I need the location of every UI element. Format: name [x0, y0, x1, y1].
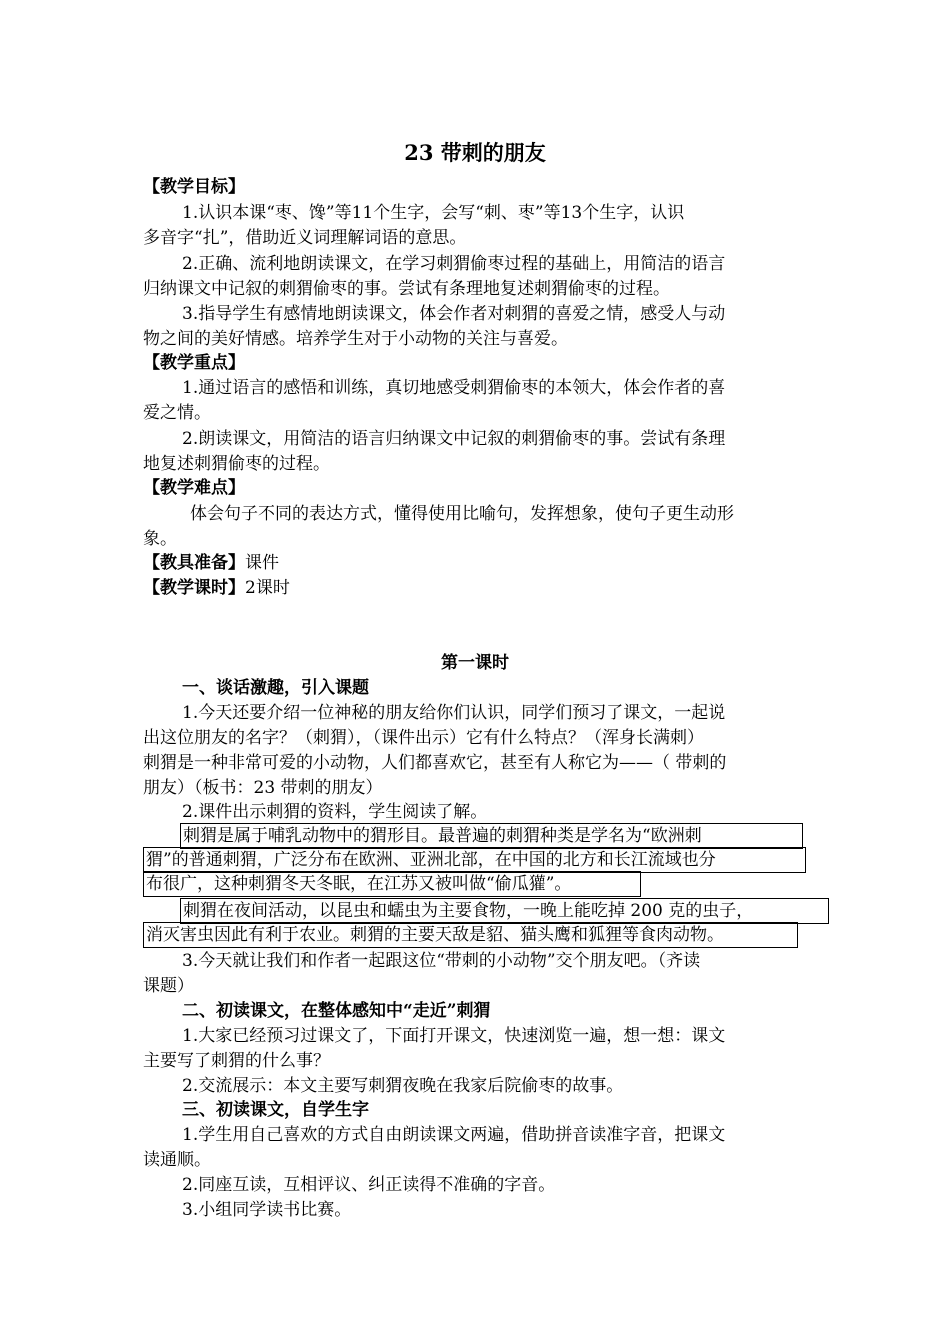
- section1-line: 1.今天还要介绍一位神秘的朋友给你们认识，同学们预习了课文，一起说: [182, 703, 726, 723]
- key-points-line: 1.通过语言的感悟和训练，真切地感受刺猬偷枣的本领大，体会作者的喜: [182, 378, 726, 398]
- section2-line: 主要写了刺猬的什么事？: [143, 1051, 330, 1071]
- goals-line: 3.指导学生有感情地朗读课文，体会作者对刺猬的喜爱之情，感受人与动: [182, 304, 726, 324]
- section1-line: 朋友）（板书：23 带刺的朋友）: [143, 778, 383, 798]
- passage-box-line: 布很广，这种刺猬冬天冬眠，在江苏又被叫做“偷瓜獾”。: [146, 874, 572, 894]
- key-points-line: 2.朗读课文，用简洁的语言归纳课文中记叙的刺猬偷枣的事。尝试有条理: [182, 429, 726, 449]
- section2-line: 2.交流展示：本文主要写刺猬夜晚在我家后院偷枣的故事。: [182, 1076, 624, 1096]
- difficulties-line: 体会句子不同的表达方式，懂得使用比喻句，发挥想象，使句子更生动形: [190, 504, 734, 524]
- key-points-line: 爱之情。: [143, 403, 211, 423]
- difficulties-heading: 【教学难点】: [143, 478, 245, 498]
- section2-heading: 二、初读课文，在整体感知中“走近”刺猬: [182, 1001, 491, 1021]
- lesson1-heading: 第一课时: [441, 653, 509, 673]
- tools-heading: 【教具准备】: [143, 553, 245, 573]
- goals-line: 多音字“扎”，借助近义词理解词语的意思。: [143, 228, 467, 248]
- goals-line: 物之间的美好情感。培养学生对于小动物的关注与喜爱。: [143, 329, 568, 349]
- goals-line: 2.正确、流利地朗读课文，在学习刺猬偷枣过程的基础上，用简洁的语言: [182, 254, 726, 274]
- section1-line: 2.课件出示刺猬的资料，学生阅读了解。: [182, 802, 488, 822]
- section1-line: 刺猬是一种非常可爱的小动物，人们都喜欢它，甚至有人称它为——（ 带刺的: [143, 753, 727, 773]
- section3-line: 1.学生用自己喜欢的方式自由朗读课文两遍，借助拼音读准字音，把课文: [182, 1125, 726, 1145]
- section3-line: 2.同座互读，互相评议、纠正读得不准确的字音。: [182, 1175, 556, 1195]
- goals-heading: 【教学目标】: [143, 177, 245, 197]
- goals-line: 1.认识本课“枣、馋”等11个生字，会写“刺、枣”等13个生字，认识: [182, 203, 685, 223]
- hours-row: [143, 576, 290, 600]
- difficulties-line: 象。: [143, 529, 177, 549]
- key-points-heading: 【教学重点】: [143, 353, 245, 373]
- section1-line: 出这位朋友的名字？（刺猬），（课件出示）它有什么特点？（浑身长满刺）: [143, 728, 704, 748]
- passage-box-line: 刺猬是属于哺乳动物中的猬形目。最普遍的刺猬种类是学名为“欧洲刺: [183, 826, 702, 846]
- section1-line: 课题）: [143, 976, 194, 996]
- passage-box-line: 刺猬在夜间活动，以昆虫和蠕虫为主要食物，一晚上能吃掉 200 克的虫子，: [183, 901, 754, 921]
- passage-box-line: 消灭害虫因此有利于农业。刺猬的主要天敌是貂、猫头鹰和狐狸等食肉动物。: [146, 925, 724, 945]
- hours-heading: 【教学课时】: [143, 578, 245, 598]
- section3-line: 3.小组同学读书比赛。: [182, 1200, 352, 1220]
- page-title: 23 带刺的朋友: [404, 140, 546, 165]
- tools-value: 课件: [245, 553, 279, 573]
- key-points-line: 地复述刺猬偷枣的过程。: [143, 454, 330, 474]
- section3-heading: 三、初读课文，自学生字: [182, 1100, 369, 1120]
- section3-line: 读通顺。: [143, 1150, 211, 1170]
- section1-line: 3.今天就让我们和作者一起跟这位“带刺的小动物”交个朋友吧。（齐读: [182, 951, 701, 971]
- section2-line: 1.大家已经预习过课文了，下面打开课文，快速浏览一遍，想一想：课文: [182, 1026, 726, 1046]
- goals-line: 归纳课文中记叙的刺猬偷枣的事。尝试有条理地复述刺猬偷枣的过程。: [143, 279, 670, 299]
- tools-row: [143, 551, 279, 575]
- section1-heading: 一、谈话激趣，引入课题: [182, 678, 369, 698]
- passage-box-line: 猬”的普通刺猬，广泛分布在欧洲、亚洲北部，在中国的北方和长江流域也分: [146, 850, 716, 870]
- hours-value: 2课时: [245, 578, 290, 598]
